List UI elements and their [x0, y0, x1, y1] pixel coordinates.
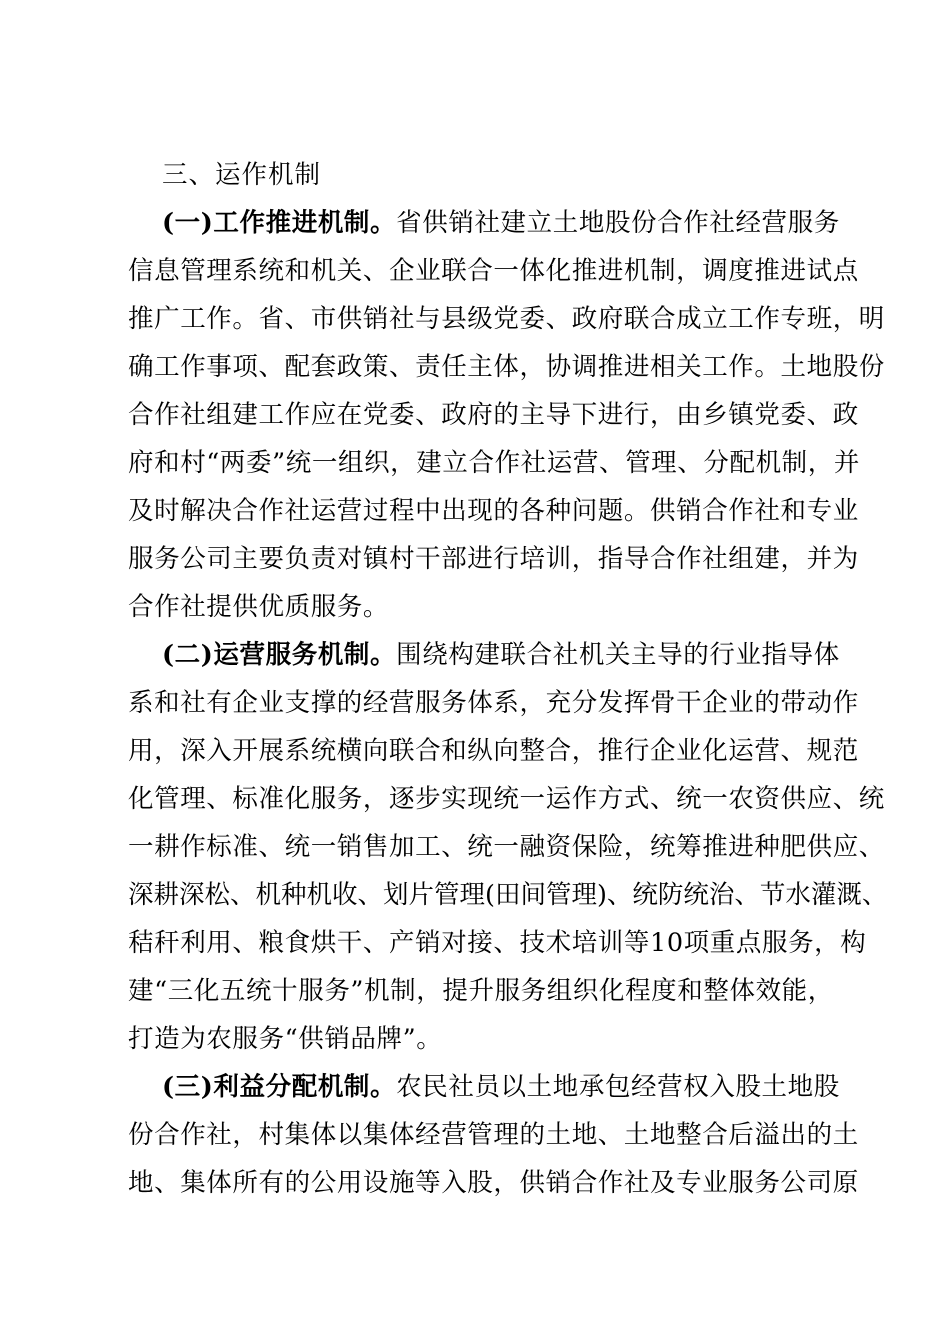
paragraph-1-line-3: 推广工作。省、市供销社与县级党委、政府联合成立工作专班，明 — [128, 304, 885, 334]
paragraph-2-line-8: 建“三化五统十服务”机制，提升服务组织化程度和整体效能， — [128, 976, 834, 1006]
paragraph-2-text: 围绕构建联合社机关主导的行业指导体 — [396, 640, 840, 670]
paragraph-1-line-4: 确工作事项、配套政策、责任主体，协调推进相关工作。土地股份 — [128, 352, 885, 382]
paragraph-3-line-2: 份合作社，村集体以集体经营管理的土地、土地整合后溢出的土 — [128, 1120, 859, 1150]
paragraph-1-line-9: 合作社提供优质服务。 — [128, 592, 390, 622]
paragraph-1-lead: (一)工作推进机制。 — [162, 208, 397, 238]
paragraph-2-line-2: 系和社有企业支撑的经营服务体系，充分发挥骨干企业的带动作 — [128, 688, 859, 718]
paragraph-3-lead: (三)利益分配机制。 — [162, 1072, 397, 1102]
paragraph-1-line-8: 服务公司主要负责对镇村干部进行培训，指导合作社组建，并为 — [128, 544, 859, 574]
paragraph-3-text: 农民社员以土地承包经营权入股土地股 — [396, 1072, 840, 1102]
paragraph-1-line-7: 及时解决合作社运营过程中出现的各种问题。供销合作社和专业 — [128, 496, 859, 526]
paragraph-3-line-1 — [162, 1072, 840, 1102]
paragraph-2-line-7: 秸秆利用、粮食烘干、产销对接、技术培训等10项重点服务，构 — [128, 928, 867, 958]
paragraph-1-text: 省供销社建立土地股份合作社经营服务 — [396, 208, 840, 238]
paragraph-1-line-2: 信息管理系统和机关、企业联合一体化推进机制，调度推进试点 — [128, 256, 859, 286]
paragraph-1-line-6: 府和村“两委”统一组织，建立合作社运营、管理、分配机制，并 — [128, 448, 860, 478]
paragraph-1-line-1 — [162, 208, 840, 238]
paragraph-2-lead: (二)运营服务机制。 — [162, 640, 397, 670]
paragraph-1-line-5: 合作社组建工作应在党委、政府的主导下进行，由乡镇党委、政 — [128, 400, 859, 430]
paragraph-2-line-3: 用，深入开展系统横向联合和纵向整合，推行企业化运营、规范 — [128, 736, 859, 766]
paragraph-2-line-5: 一耕作标准、统一销售加工、统一融资保险，统筹推进种肥供应、 — [128, 832, 885, 862]
paragraph-2-line-6: 深耕深松、机种机收、划片管理(田间管理)、统防统治、节水灌溉、 — [128, 880, 888, 910]
paragraph-3-line-3: 地、集体所有的公用设施等入股，供销合作社及专业服务公司原 — [128, 1168, 859, 1198]
paragraph-2-line-9: 打造为农服务“供销品牌”。 — [128, 1024, 443, 1054]
section-heading: 三、运作机制 — [162, 160, 322, 190]
paragraph-2-line-1 — [162, 640, 840, 670]
paragraph-2-line-4: 化管理、标准化服务，逐步实现统一运作方式、统一农资供应、统 — [128, 784, 885, 814]
